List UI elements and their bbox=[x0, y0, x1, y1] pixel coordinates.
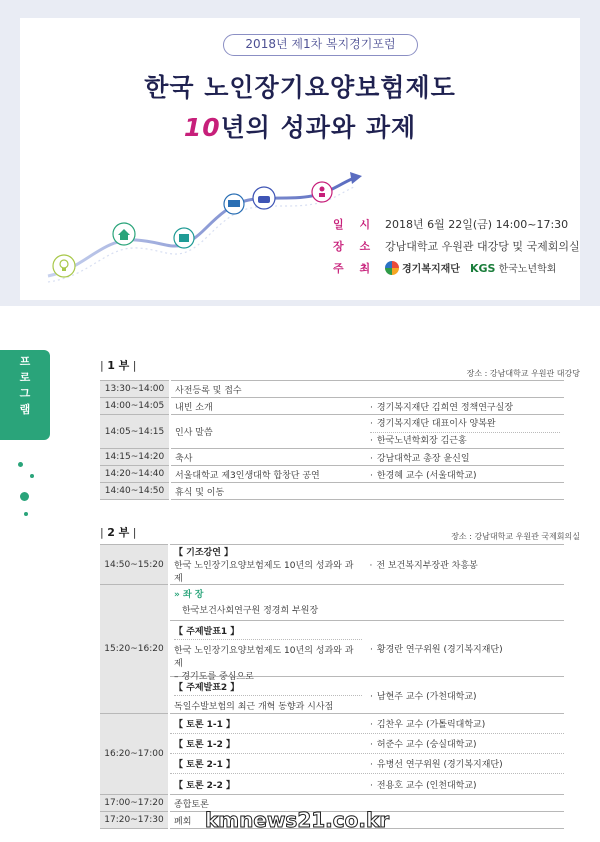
debate-row bbox=[170, 754, 564, 774]
kgs-logo: KGS bbox=[469, 262, 496, 275]
gyeonggi-logo-icon bbox=[385, 261, 399, 275]
chair-row bbox=[170, 585, 564, 621]
chair-label: » 좌 장 bbox=[174, 590, 204, 600]
row-speaker: · 강남대학교 총장 윤신일 bbox=[366, 449, 564, 466]
row-speaker bbox=[365, 812, 564, 829]
debate-head: 【 토론 1-1 】 bbox=[174, 720, 236, 730]
row-speaker bbox=[366, 381, 564, 398]
topic1-line2: – 경기도를 중심으로 bbox=[174, 672, 254, 682]
speaker-line: · 경기복지재단 대표이사 양복완 bbox=[370, 416, 560, 432]
debate-row bbox=[170, 774, 564, 794]
part2-heading: | 2 부 | bbox=[100, 526, 137, 539]
row-time: 17:00~17:20 bbox=[100, 795, 169, 812]
topic2-speaker-cell bbox=[366, 677, 564, 713]
row-item: 사전등록 및 접수 bbox=[170, 381, 366, 398]
row-time: 14:05~14:15 bbox=[100, 415, 170, 449]
row-time: 16:20~17:00 bbox=[100, 714, 169, 795]
keynote-title: 한국 노인장기요양보험제도 10년의 성과와 과제 bbox=[174, 561, 354, 584]
part1-heading: | 1 부 | bbox=[100, 359, 137, 372]
debate-speaker: · 전용호 교수 (인천대학교) bbox=[366, 778, 564, 791]
row-time: 15:20~16:20 bbox=[100, 585, 169, 714]
debate-row bbox=[170, 734, 564, 754]
row-item: 인사 말씀 bbox=[170, 415, 366, 449]
table-row bbox=[100, 545, 564, 585]
topic1-line1: 한국 노인장기요양보험제도 10년의 성과와 과제 bbox=[174, 646, 354, 669]
row-time: 13:30~14:00 bbox=[100, 381, 170, 398]
row-speaker: · 전 보건복지부장관 차흥봉 bbox=[365, 545, 564, 585]
row-speaker: · 경기복지재단 김희연 정책연구실장 bbox=[366, 398, 564, 415]
decor-dot bbox=[18, 462, 23, 467]
host2-name: 한국노년학회 bbox=[498, 264, 557, 275]
date-label: 일 시 bbox=[333, 218, 377, 231]
table-row bbox=[100, 585, 564, 714]
chair-cell bbox=[170, 585, 366, 620]
topic2-cell bbox=[170, 677, 366, 713]
row-item: 서울대학교 제3인생대학 합창단 공연 bbox=[170, 466, 366, 483]
host1-name: 경기복지재단 bbox=[402, 264, 460, 275]
part2-table bbox=[100, 544, 564, 829]
table-row bbox=[100, 381, 564, 398]
thumbs-up-icon bbox=[253, 187, 275, 209]
row-item: 폐회 bbox=[169, 812, 365, 829]
place-label: 장 소 bbox=[333, 240, 377, 253]
place-row bbox=[333, 238, 580, 254]
title-rest: 년의 성과와 과제 bbox=[220, 113, 417, 142]
home-icon bbox=[113, 223, 135, 245]
table-row bbox=[100, 466, 564, 483]
main-title-line2 bbox=[20, 108, 580, 144]
part1-title: 1 부 bbox=[107, 359, 130, 372]
row-time: 14:50~15:20 bbox=[100, 545, 169, 585]
watermark: kmnews21.co.kr bbox=[205, 808, 390, 832]
row-time: 14:40~14:50 bbox=[100, 483, 170, 500]
chair-name: 한국보건사회연구원 정경희 부원장 bbox=[182, 606, 319, 616]
row-speaker bbox=[365, 795, 564, 812]
topic2-speaker: · 남현주 교수 (가천대학교) bbox=[370, 689, 477, 702]
table-row bbox=[100, 483, 564, 500]
row-item: 축사 bbox=[170, 449, 366, 466]
topic1-head: 【 주제발표1 】 bbox=[174, 624, 362, 640]
topic2-row bbox=[170, 677, 564, 713]
topic1-row bbox=[170, 621, 564, 682]
main-title-line1: 한국 노인장기요양보험제도 bbox=[144, 73, 456, 102]
debate-speaker: · 허준수 교수 (숭실대학교) bbox=[366, 737, 564, 750]
place-value: 강남대학교 우원관 대강당 및 국제회의실 bbox=[385, 240, 580, 253]
speaker-line: · 한국노년학회장 김근홍 bbox=[370, 432, 560, 448]
part2-venue: 장소 : 강남대학교 우원관 국제회의실 bbox=[451, 532, 580, 541]
topic1-speaker: · 황경란 연구위원 (경기복지재단) bbox=[370, 642, 503, 655]
host-label: 주 최 bbox=[333, 262, 377, 275]
row-time: 14:20~14:40 bbox=[100, 466, 170, 483]
decor-dot bbox=[24, 512, 28, 516]
person-icon bbox=[312, 182, 332, 202]
table-row bbox=[100, 714, 564, 795]
topic1-cell bbox=[170, 621, 366, 682]
row-speaker: · 한경혜 교수 (서울대학교) bbox=[366, 466, 564, 483]
date-value: 2018년 6월 22일(금) 14:00~17:30 bbox=[385, 218, 569, 231]
program-side-label: 프로그램 bbox=[19, 355, 31, 416]
debate-head: 【 토론 1-2 】 bbox=[174, 740, 236, 750]
debate-speaker: · 유병선 연구위원 (경기복지재단) bbox=[366, 757, 564, 770]
forum-badge: 2018년 제1차 복지경기포럼 bbox=[223, 34, 418, 56]
title-number: 10 bbox=[183, 113, 221, 142]
session1-block bbox=[169, 585, 564, 714]
header-panel bbox=[0, 0, 600, 306]
row-speaker bbox=[366, 415, 564, 449]
part1-venue: 장소 : 강남대학교 우원관 대강당 bbox=[466, 369, 580, 378]
row-time: 17:20~17:30 bbox=[100, 812, 169, 829]
topic2-head: 【 주제발표2 】 bbox=[174, 680, 362, 696]
building-icon bbox=[174, 228, 194, 248]
table-row bbox=[100, 415, 564, 449]
debate-head: 【 토론 2-2 】 bbox=[174, 780, 236, 791]
row-item: 내빈 소개 bbox=[170, 398, 366, 415]
progress-wave-graphic bbox=[46, 158, 366, 288]
part2-title: 2 부 bbox=[107, 526, 130, 539]
topic1-speaker-cell bbox=[366, 621, 564, 676]
title-card bbox=[20, 18, 580, 300]
row-item: 휴식 및 이동 bbox=[170, 483, 366, 500]
monitor-icon bbox=[224, 194, 244, 214]
host-row bbox=[333, 260, 556, 276]
table-row bbox=[100, 449, 564, 466]
part1-table bbox=[100, 380, 564, 500]
topic2-title: 독일수발보험의 최근 개혁 동향과 시사점 bbox=[174, 702, 334, 712]
debate-block bbox=[169, 714, 564, 795]
row-time: 14:00~14:05 bbox=[100, 398, 170, 415]
decor-dot bbox=[20, 492, 29, 501]
row-speaker bbox=[366, 483, 564, 500]
row-item: 종합토론 bbox=[169, 795, 365, 812]
bulb-icon bbox=[53, 255, 75, 277]
row-time: 14:15~14:20 bbox=[100, 449, 170, 466]
row-item bbox=[169, 545, 365, 585]
debate-row bbox=[170, 714, 564, 734]
decor-dot bbox=[30, 474, 34, 478]
debate-speaker: · 김찬우 교수 (가톨릭대학교) bbox=[366, 717, 564, 730]
keynote-head: 【 기조강연 】 bbox=[174, 548, 234, 558]
debate-head: 【 토론 2-1 】 bbox=[174, 760, 236, 770]
table-row bbox=[100, 398, 564, 415]
date-row bbox=[333, 216, 568, 232]
